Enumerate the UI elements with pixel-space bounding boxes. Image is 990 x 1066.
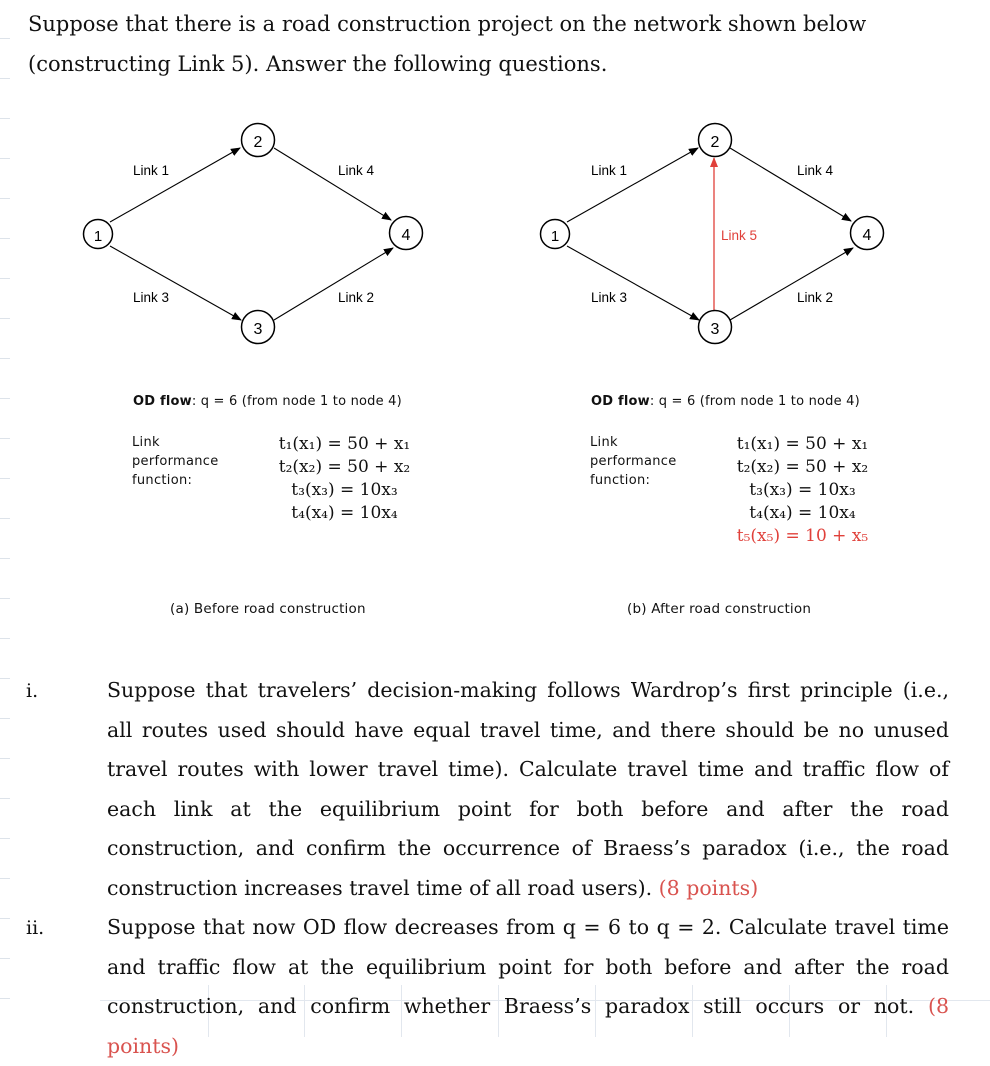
od-flow-b (591, 394, 860, 409)
link-label-new: Link 5 (721, 228, 758, 243)
link-label: Link 4 (797, 163, 834, 178)
function-t3: t₃(x₃) = 10x₃ (749, 480, 856, 500)
link-1-a (110, 148, 240, 222)
node-label: 4 (862, 227, 872, 244)
link-4-a (274, 148, 391, 220)
question-body: Suppose that now OD flow decreases from q = 6 to q = 2. Calculate travel time and traffic flow at the equilibrium point for both before and after the road construction, and confirm whether Braess’s paradox still occurs or not. (107, 915, 949, 1019)
function-t3: t₃(x₃) = 10x₃ (291, 480, 398, 500)
diagram-a (84, 124, 423, 344)
node-label: 1 (93, 228, 103, 245)
caption-a: (a) Before road construction (170, 601, 366, 617)
diagram-b (541, 124, 884, 344)
function-t1: t₁(x₁) = 50 + x₁ (736, 434, 869, 454)
function-t1: t₁(x₁) = 50 + x₁ (278, 434, 411, 454)
performance-functions-a (262, 433, 427, 525)
link-2-a (274, 248, 393, 320)
perf-label-a: Link performance function: (132, 435, 219, 488)
node-4-a (390, 217, 423, 250)
node-label: 1 (550, 228, 560, 245)
node-label: 2 (253, 134, 263, 151)
question-number: ii. (26, 917, 45, 939)
link-label: Link 1 (591, 163, 628, 178)
od-flow-label: OD flow (591, 394, 650, 409)
od-flow-value: : q = 6 (from node 1 to node 4) (191, 394, 402, 409)
question-points: (8 points) (107, 994, 949, 1058)
function-t2: t₂(x₂) = 50 + x₂ (736, 457, 869, 477)
link-3-a (110, 246, 241, 320)
node-label: 3 (710, 321, 720, 338)
od-flow-label: OD flow (133, 394, 192, 409)
link-2-b (730, 248, 853, 320)
perf-label-b: Link performance function: (590, 435, 677, 488)
node-label: 2 (710, 134, 720, 151)
node-2-b (699, 124, 732, 157)
node-1-b (541, 220, 570, 249)
node-3-a (242, 311, 275, 344)
node-2-a (242, 124, 275, 157)
link-label: Link 2 (797, 290, 834, 305)
function-t4: t₄(x₄) = 10x₄ (291, 503, 398, 523)
link-label: Link 1 (133, 163, 170, 178)
question-text (107, 908, 949, 1066)
question-text (107, 671, 949, 909)
node-4-b (851, 217, 884, 250)
node-1-a (84, 220, 113, 249)
question-number: i. (26, 680, 39, 702)
od-flow-a (133, 394, 402, 409)
intro-paragraph: Suppose that there is a road construction project on the network shown below (constructing Link 5). Answer the following questions. (28, 12, 867, 76)
link-4-b (730, 148, 851, 221)
function-t2: t₂(x₂) = 50 + x₂ (278, 457, 411, 477)
link-label: Link 3 (591, 290, 628, 305)
node-label: 3 (253, 321, 263, 338)
question-body: Suppose that travelers’ decision-making follows Wardrop’s first principle (i.e., all routes used should have equal travel time, and there should be no unused travel routes with lower travel time). Calculate travel time and traffic flow of each link at the equilibrium point for both before and after the road construction, and confirm the occurrence of Braess’s paradox (i.e., the road construction increases travel time of all road users). (107, 678, 949, 900)
link-1-b (567, 148, 698, 222)
performance-functions-b (720, 433, 885, 548)
od-flow-value: : q = 6 (from node 1 to node 4) (649, 394, 860, 409)
question-points: (8 points) (658, 875, 759, 900)
function-t5: t₅(x₅) = 10 + x₅ (736, 526, 869, 546)
link-label: Link 4 (338, 163, 375, 178)
link-label: Link 3 (133, 290, 170, 305)
function-t4: t₄(x₄) = 10x₄ (749, 503, 856, 523)
node-3-b (699, 311, 732, 344)
link-label: Link 2 (338, 290, 375, 305)
caption-b: (b) After road construction (627, 601, 812, 617)
link-3-b (567, 246, 699, 320)
node-label: 4 (401, 227, 411, 244)
